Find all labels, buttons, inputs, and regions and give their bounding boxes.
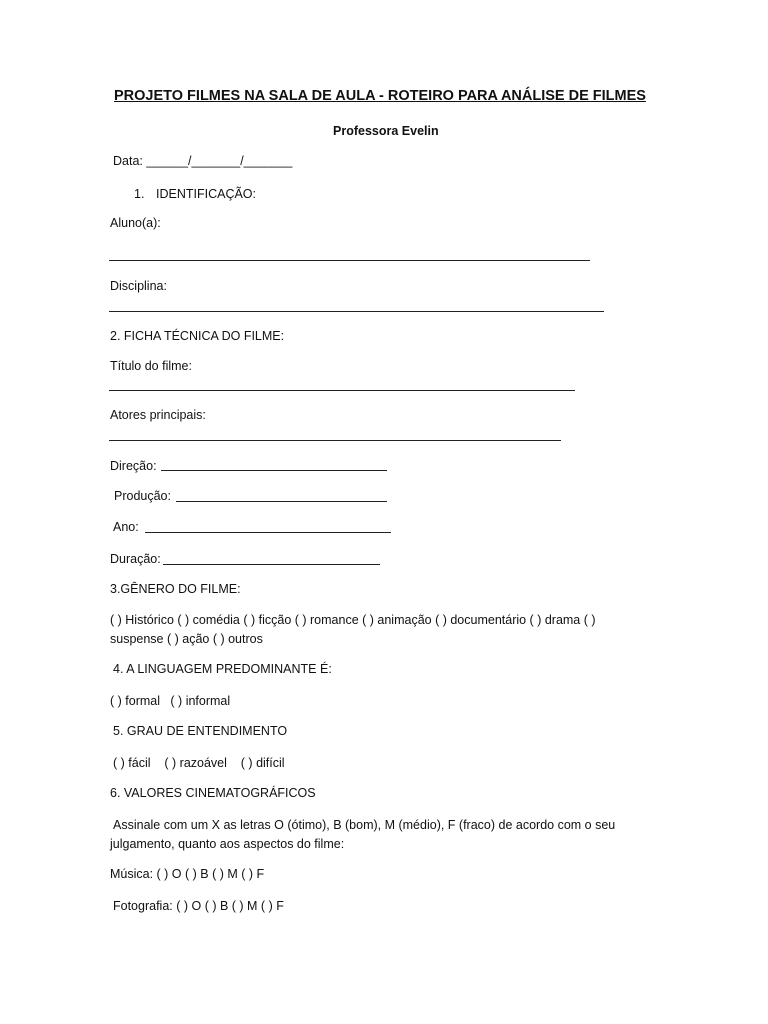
section-1-heading: IDENTIFICAÇÃO: — [156, 187, 257, 201]
production-label: Produção: — [114, 489, 171, 503]
instruction-line-2: julgamento, quanto aos aspectos do filme: — [110, 837, 345, 851]
photography-rating[interactable]: Fotografia: ( ) O ( ) B ( ) M ( ) F — [113, 899, 284, 913]
section-6-heading: 6. VALORES CINEMATOGRÁFICOS — [110, 786, 316, 800]
year-line[interactable] — [145, 532, 391, 533]
duration-label: Duração: — [110, 552, 161, 566]
music-rating[interactable]: Música: ( ) O ( ) B ( ) M ( ) F — [110, 867, 265, 881]
student-label: Aluno(a): — [110, 216, 161, 230]
year-label: Ano: — [113, 520, 139, 534]
subject-label: Disciplina: — [110, 279, 167, 293]
direction-line[interactable] — [161, 470, 387, 471]
language-options[interactable]: ( ) formal ( ) informal — [110, 694, 231, 708]
section-2-heading: 2. FICHA TÉCNICA DO FILME: — [110, 329, 285, 343]
teacher-name: Professora Evelin — [333, 124, 439, 138]
student-name-line[interactable] — [109, 260, 590, 261]
section-5-heading: 5. GRAU DE ENTENDIMENTO — [113, 724, 288, 738]
genre-options-line-1[interactable]: ( ) Histórico ( ) comédia ( ) ficção ( ) romance ( ) animação ( ) documentário ( ) drama ( ) — [110, 613, 596, 627]
subject-line[interactable] — [109, 311, 604, 312]
section-3-heading: 3.GÊNERO DO FILME: — [110, 582, 241, 596]
understanding-options[interactable]: ( ) fácil ( ) razoável ( ) difícil — [113, 756, 285, 770]
genre-options-line-2[interactable]: suspense ( ) ação ( ) outros — [110, 632, 263, 646]
section-1-number: 1. — [134, 187, 145, 201]
date-field[interactable]: Data: ______/_______/_______ — [113, 154, 293, 168]
section-4-heading: 4. A LINGUAGEM PREDOMINANTE É: — [113, 662, 332, 676]
duration-line[interactable] — [163, 564, 380, 565]
production-line[interactable] — [176, 501, 387, 502]
instruction-line-1: Assinale com um X as letras O (ótimo), B (bom), M (médio), F (fraco) de acordo com o seu — [113, 818, 616, 832]
actors-line[interactable] — [109, 440, 561, 441]
film-title-line[interactable] — [109, 390, 575, 391]
actors-label: Atores principais: — [110, 408, 206, 422]
document-title: PROJETO FILMES NA SALA DE AULA - ROTEIRO PARA ANÁLISE DE FILMES — [114, 88, 646, 104]
film-title-label: Título do filme: — [110, 359, 192, 373]
direction-label: Direção: — [110, 459, 157, 473]
